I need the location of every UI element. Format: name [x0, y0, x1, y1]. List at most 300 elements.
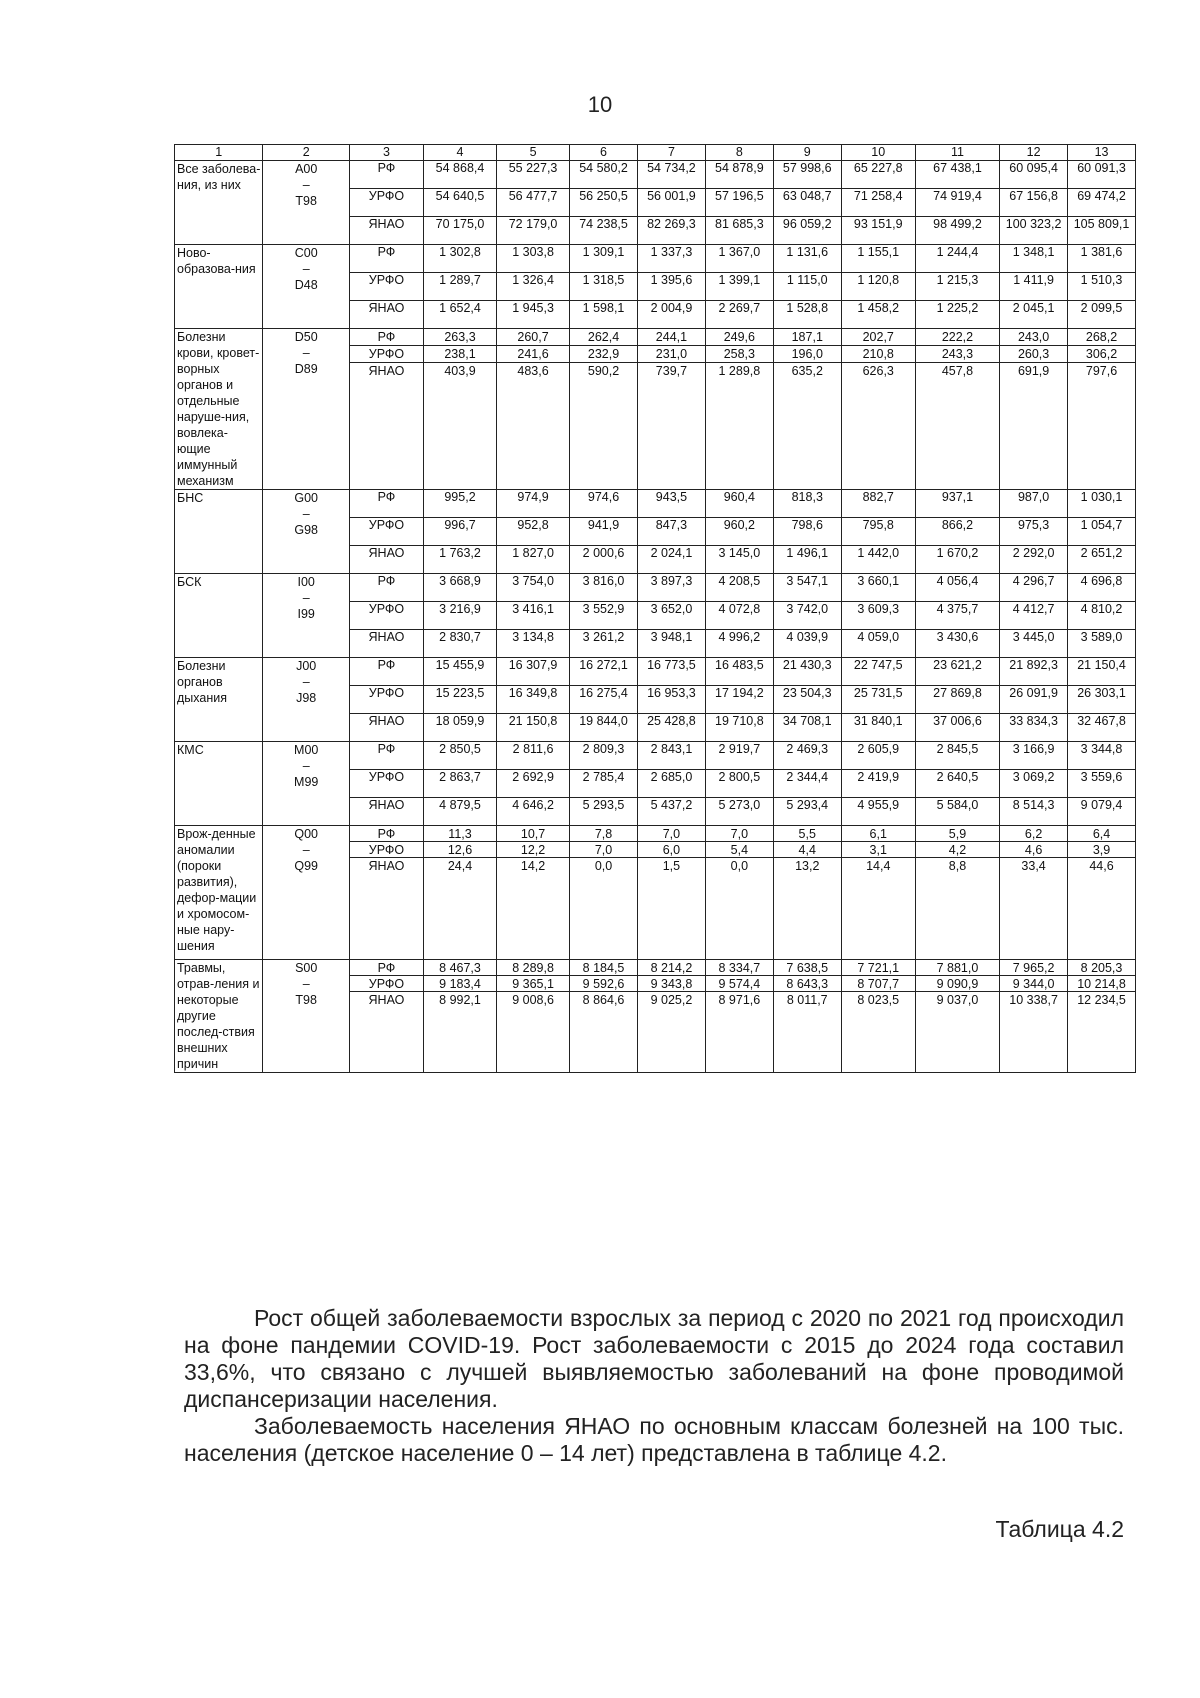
icd-code-end: M99	[294, 775, 319, 789]
value-cell: 8 467,3	[423, 960, 496, 976]
value-cell: 54 580,2	[570, 161, 638, 189]
value-cell: 795,8	[841, 518, 915, 546]
region-cell: УРФО	[349, 686, 423, 714]
value-cell: 818,3	[773, 490, 841, 518]
disease-class-cell: КМС	[175, 742, 263, 826]
value-cell: 974,9	[497, 490, 570, 518]
value-cell: 1 244,4	[915, 245, 999, 273]
region-cell: ЯНАО	[349, 992, 423, 1073]
value-cell: 626,3	[841, 362, 915, 489]
value-cell: 16 483,5	[705, 658, 773, 686]
value-cell: 222,2	[915, 329, 999, 346]
value-cell: 4 039,9	[773, 630, 841, 658]
value-cell: 9 592,6	[570, 976, 638, 992]
region-cell: ЯНАО	[349, 714, 423, 742]
value-cell: 6,0	[637, 842, 705, 858]
value-cell: 3 668,9	[423, 574, 496, 602]
value-cell: 5 293,5	[570, 798, 638, 826]
value-cell: 3 559,6	[1068, 770, 1136, 798]
icd-code-end: Q99	[294, 859, 319, 873]
region-cell: УРФО	[349, 273, 423, 301]
value-cell: 1 289,7	[423, 273, 496, 301]
icd-code-dash: –	[302, 675, 310, 689]
value-cell: 32 467,8	[1068, 714, 1136, 742]
value-cell: 22 747,5	[841, 658, 915, 686]
value-cell: 3 652,0	[637, 602, 705, 630]
value-cell: 483,6	[497, 362, 570, 489]
value-cell: 19 710,8	[705, 714, 773, 742]
table-caption: Таблица 4.2	[995, 1516, 1124, 1542]
value-cell: 34 708,1	[773, 714, 841, 742]
region-cell: УРФО	[349, 770, 423, 798]
value-cell: 1 309,1	[570, 245, 638, 273]
value-cell: 2 850,5	[423, 742, 496, 770]
value-cell: 1 155,1	[841, 245, 915, 273]
value-cell: 82 269,3	[637, 217, 705, 245]
value-cell: 798,6	[773, 518, 841, 546]
value-cell: 4 646,2	[497, 798, 570, 826]
value-cell: 96 059,2	[773, 217, 841, 245]
value-cell: 2 004,9	[637, 301, 705, 329]
value-cell: 9 079,4	[1068, 798, 1136, 826]
value-cell: 54 640,5	[423, 189, 496, 217]
value-cell: 2 419,9	[841, 770, 915, 798]
value-cell: 1 337,3	[637, 245, 705, 273]
icd-code-cell	[263, 742, 349, 826]
value-cell: 1 442,0	[841, 546, 915, 574]
icd-code-start: I00	[297, 575, 315, 589]
value-cell: 74 238,5	[570, 217, 638, 245]
value-cell: 2 843,1	[637, 742, 705, 770]
region-cell: РФ	[349, 161, 423, 189]
icd-code-cell	[263, 329, 349, 490]
paragraph-covid: Рост общей заболеваемости взрослых за период с 2020 по 2021 год происходил на фоне пандемии COVID-19. Рост заболеваемости с 2015 до 2024 года составил 33,6%, что связано с лучшей выявляемостью заболеваний на фоне проводимой диспансеризации населения.	[184, 1305, 1124, 1412]
value-cell: 1 652,4	[423, 301, 496, 329]
value-cell: 4 412,7	[1000, 602, 1068, 630]
value-cell: 1 381,6	[1068, 245, 1136, 273]
value-cell: 21 430,3	[773, 658, 841, 686]
value-cell: 37 006,6	[915, 714, 999, 742]
value-cell: 238,1	[423, 345, 496, 362]
value-cell: 1 318,5	[570, 273, 638, 301]
value-cell: 232,9	[570, 345, 638, 362]
value-cell: 4 996,2	[705, 630, 773, 658]
value-cell: 3 660,1	[841, 574, 915, 602]
value-cell: 987,0	[1000, 490, 1068, 518]
value-cell: 8 214,2	[637, 960, 705, 976]
value-cell: 9 025,2	[637, 992, 705, 1073]
value-cell: 5 293,4	[773, 798, 841, 826]
disease-class-cell: Травмы, отрав-ления и некоторые другие послед-ствия внешних причин	[175, 960, 263, 1073]
value-cell: 3 547,1	[773, 574, 841, 602]
value-cell: 4,2	[915, 842, 999, 858]
column-header: 5	[497, 145, 570, 161]
value-cell: 1 120,8	[841, 273, 915, 301]
region-cell: ЯНАО	[349, 630, 423, 658]
value-cell: 4 059,0	[841, 630, 915, 658]
value-cell: 6,2	[1000, 826, 1068, 842]
value-cell: 56 477,7	[497, 189, 570, 217]
value-cell: 15 223,5	[423, 686, 496, 714]
table-row	[175, 490, 1136, 518]
value-cell: 2 692,9	[497, 770, 570, 798]
region-cell: РФ	[349, 245, 423, 273]
value-cell: 16 953,3	[637, 686, 705, 714]
value-cell: 9 574,4	[705, 976, 773, 992]
value-cell: 9 090,9	[915, 976, 999, 992]
value-cell: 260,3	[1000, 345, 1068, 362]
value-cell: 9 008,6	[497, 992, 570, 1073]
region-cell: УРФО	[349, 189, 423, 217]
value-cell: 1 326,4	[497, 273, 570, 301]
value-cell: 5,4	[705, 842, 773, 858]
region-cell: РФ	[349, 574, 423, 602]
disease-class-cell: Все заболева-ния, из них	[175, 161, 263, 245]
value-cell: 7,0	[637, 826, 705, 842]
value-cell: 12,2	[497, 842, 570, 858]
value-cell: 974,6	[570, 490, 638, 518]
value-cell: 739,7	[637, 362, 705, 489]
value-cell: 16 272,1	[570, 658, 638, 686]
value-cell: 268,2	[1068, 329, 1136, 346]
icd-code-cell	[263, 245, 349, 329]
value-cell: 5 437,2	[637, 798, 705, 826]
region-cell: УРФО	[349, 602, 423, 630]
disease-class-cell: Болезни крови, кровет-ворных органов и отдельные наруше-ния, вовлека-ющие иммунный механизм	[175, 329, 263, 490]
value-cell: 2 344,4	[773, 770, 841, 798]
value-cell: 2 269,7	[705, 301, 773, 329]
disease-class-cell: БСК	[175, 574, 263, 658]
value-cell: 21 892,3	[1000, 658, 1068, 686]
value-cell: 9 343,8	[637, 976, 705, 992]
icd-code-start: M00	[294, 743, 319, 757]
value-cell: 4 375,7	[915, 602, 999, 630]
value-cell: 4,4	[773, 842, 841, 858]
table-header-row	[175, 145, 1136, 161]
region-cell: РФ	[349, 329, 423, 346]
value-cell: 25 731,5	[841, 686, 915, 714]
value-cell: 4 810,2	[1068, 602, 1136, 630]
value-cell: 0,0	[570, 858, 638, 960]
value-cell: 12 234,5	[1068, 992, 1136, 1073]
icd-code-start: S00	[295, 961, 318, 975]
value-cell: 26 091,9	[1000, 686, 1068, 714]
icd-code-end: J98	[296, 691, 317, 705]
value-cell: 10,7	[497, 826, 570, 842]
value-cell: 3 430,6	[915, 630, 999, 658]
icd-code-dash: –	[302, 507, 310, 521]
value-cell: 72 179,0	[497, 217, 570, 245]
value-cell: 25 428,8	[637, 714, 705, 742]
value-cell: 3 344,8	[1068, 742, 1136, 770]
value-cell: 943,5	[637, 490, 705, 518]
value-cell: 590,2	[570, 362, 638, 489]
icd-code-end: D48	[294, 278, 318, 292]
value-cell: 8 707,7	[841, 976, 915, 992]
icd-code-cell	[263, 490, 349, 574]
value-cell: 306,2	[1068, 345, 1136, 362]
value-cell: 941,9	[570, 518, 638, 546]
value-cell: 8 184,5	[570, 960, 638, 976]
icd-code-dash: –	[302, 843, 310, 857]
icd-code-cell	[263, 960, 349, 1073]
value-cell: 3 948,1	[637, 630, 705, 658]
value-cell: 33,4	[1000, 858, 1068, 960]
value-cell: 14,2	[497, 858, 570, 960]
value-cell: 5,5	[773, 826, 841, 842]
value-cell: 1 496,1	[773, 546, 841, 574]
value-cell: 54 878,9	[705, 161, 773, 189]
value-cell: 3 134,8	[497, 630, 570, 658]
value-cell: 7 965,2	[1000, 960, 1068, 976]
value-cell: 10 214,8	[1068, 976, 1136, 992]
value-cell: 4,6	[1000, 842, 1068, 858]
value-cell: 105 809,1	[1068, 217, 1136, 245]
region-cell: УРФО	[349, 842, 423, 858]
value-cell: 4 955,9	[841, 798, 915, 826]
value-cell: 1 225,2	[915, 301, 999, 329]
value-cell: 8 971,6	[705, 992, 773, 1073]
value-cell: 2 863,7	[423, 770, 496, 798]
value-cell: 6,4	[1068, 826, 1136, 842]
column-header: 7	[637, 145, 705, 161]
value-cell: 7,0	[570, 842, 638, 858]
icd-code-dash: –	[302, 178, 310, 192]
value-cell: 196,0	[773, 345, 841, 362]
value-cell: 202,7	[841, 329, 915, 346]
value-cell: 960,2	[705, 518, 773, 546]
value-cell: 2 811,6	[497, 742, 570, 770]
region-cell: РФ	[349, 658, 423, 686]
value-cell: 1 827,0	[497, 546, 570, 574]
value-cell: 996,7	[423, 518, 496, 546]
icd-code-start: Q00	[294, 827, 319, 841]
value-cell: 2 045,1	[1000, 301, 1068, 329]
table-row	[175, 658, 1136, 686]
icd-code-start: D50	[294, 330, 318, 344]
value-cell: 241,6	[497, 345, 570, 362]
value-cell: 4 696,8	[1068, 574, 1136, 602]
column-header: 13	[1068, 145, 1136, 161]
value-cell: 1 131,6	[773, 245, 841, 273]
region-cell: УРФО	[349, 518, 423, 546]
value-cell: 2 292,0	[1000, 546, 1068, 574]
value-cell: 2 785,4	[570, 770, 638, 798]
value-cell: 8 023,5	[841, 992, 915, 1073]
icd-code-cell	[263, 161, 349, 245]
value-cell: 8,8	[915, 858, 999, 960]
value-cell: 3 552,9	[570, 602, 638, 630]
value-cell: 635,2	[773, 362, 841, 489]
value-cell: 4 879,5	[423, 798, 496, 826]
value-cell: 3 897,3	[637, 574, 705, 602]
disease-class-cell: БНС	[175, 490, 263, 574]
column-header: 11	[915, 145, 999, 161]
value-cell: 8 514,3	[1000, 798, 1068, 826]
region-cell: ЯНАО	[349, 362, 423, 489]
value-cell: 16 349,8	[497, 686, 570, 714]
icd-code-end: I99	[297, 607, 315, 621]
disease-class-cell: Врож-денные аномалии (пороки развития), дефор-мации и хромосом-ные нару-шения	[175, 826, 263, 960]
value-cell: 260,7	[497, 329, 570, 346]
value-cell: 2 685,0	[637, 770, 705, 798]
table-body	[175, 161, 1136, 1073]
value-cell: 74 919,4	[915, 189, 999, 217]
value-cell: 7 881,0	[915, 960, 999, 976]
value-cell: 1 395,6	[637, 273, 705, 301]
icd-code-dash: –	[302, 759, 310, 773]
value-cell: 23 504,3	[773, 686, 841, 714]
column-header: 2	[263, 145, 349, 161]
region-cell: ЯНАО	[349, 301, 423, 329]
table-row	[175, 161, 1136, 189]
value-cell: 1 670,2	[915, 546, 999, 574]
value-cell: 243,3	[915, 345, 999, 362]
value-cell: 4 296,7	[1000, 574, 1068, 602]
value-cell: 1,5	[637, 858, 705, 960]
value-cell: 952,8	[497, 518, 570, 546]
table-row	[175, 742, 1136, 770]
icd-code-end: T98	[295, 993, 317, 1007]
value-cell: 81 685,3	[705, 217, 773, 245]
value-cell: 16 773,5	[637, 658, 705, 686]
region-cell: РФ	[349, 742, 423, 770]
value-cell: 67 438,1	[915, 161, 999, 189]
column-header: 10	[841, 145, 915, 161]
value-cell: 3 416,1	[497, 602, 570, 630]
value-cell: 23 621,2	[915, 658, 999, 686]
value-cell: 244,1	[637, 329, 705, 346]
value-cell: 9 183,4	[423, 976, 496, 992]
column-header: 9	[773, 145, 841, 161]
value-cell: 70 175,0	[423, 217, 496, 245]
value-cell: 71 258,4	[841, 189, 915, 217]
morbidity-table	[174, 144, 1136, 1073]
value-cell: 3 069,2	[1000, 770, 1068, 798]
value-cell: 691,9	[1000, 362, 1068, 489]
value-cell: 3 609,3	[841, 602, 915, 630]
column-header: 6	[570, 145, 638, 161]
icd-code-cell	[263, 826, 349, 960]
value-cell: 457,8	[915, 362, 999, 489]
value-cell: 2 651,2	[1068, 546, 1136, 574]
disease-class-cell: Болезни органов дыхания	[175, 658, 263, 742]
value-cell: 13,2	[773, 858, 841, 960]
region-cell: РФ	[349, 826, 423, 842]
value-cell: 3 216,9	[423, 602, 496, 630]
column-header: 3	[349, 145, 423, 161]
value-cell: 7,8	[570, 826, 638, 842]
value-cell: 98 499,2	[915, 217, 999, 245]
value-cell: 100 323,2	[1000, 217, 1068, 245]
value-cell: 4 056,4	[915, 574, 999, 602]
value-cell: 56 250,5	[570, 189, 638, 217]
value-cell: 937,1	[915, 490, 999, 518]
icd-code-start: A00	[295, 162, 318, 176]
value-cell: 2 024,1	[637, 546, 705, 574]
value-cell: 2 640,5	[915, 770, 999, 798]
value-cell: 1 289,8	[705, 362, 773, 489]
icd-code-end: T98	[295, 194, 317, 208]
region-cell: УРФО	[349, 345, 423, 362]
value-cell: 1 367,0	[705, 245, 773, 273]
region-cell: РФ	[349, 490, 423, 518]
value-cell: 1 215,3	[915, 273, 999, 301]
disease-class-cell: Ново-образова-ния	[175, 245, 263, 329]
region-cell: ЯНАО	[349, 546, 423, 574]
value-cell: 9 037,0	[915, 992, 999, 1073]
value-cell: 5 584,0	[915, 798, 999, 826]
value-cell: 3 145,0	[705, 546, 773, 574]
value-cell: 1 348,1	[1000, 245, 1068, 273]
value-cell: 8 289,8	[497, 960, 570, 976]
value-cell: 3 754,0	[497, 574, 570, 602]
value-cell: 8 864,6	[570, 992, 638, 1073]
value-cell: 231,0	[637, 345, 705, 362]
value-cell: 249,6	[705, 329, 773, 346]
value-cell: 262,4	[570, 329, 638, 346]
value-cell: 8 992,1	[423, 992, 496, 1073]
value-cell: 243,0	[1000, 329, 1068, 346]
value-cell: 9 365,1	[497, 976, 570, 992]
column-header: 4	[423, 145, 496, 161]
value-cell: 15 455,9	[423, 658, 496, 686]
icd-code-dash: –	[302, 977, 310, 991]
value-cell: 866,2	[915, 518, 999, 546]
value-cell: 7 638,5	[773, 960, 841, 976]
value-cell: 3 445,0	[1000, 630, 1068, 658]
value-cell: 18 059,9	[423, 714, 496, 742]
value-cell: 975,3	[1000, 518, 1068, 546]
value-cell: 263,3	[423, 329, 496, 346]
value-cell: 6,1	[841, 826, 915, 842]
value-cell: 210,8	[841, 345, 915, 362]
value-cell: 2 809,3	[570, 742, 638, 770]
table-row	[175, 826, 1136, 842]
value-cell: 5 273,0	[705, 798, 773, 826]
table-row	[175, 960, 1136, 976]
icd-code-start: J00	[296, 659, 317, 673]
value-cell: 1 411,9	[1000, 273, 1068, 301]
value-cell: 26 303,1	[1068, 686, 1136, 714]
value-cell: 1 115,0	[773, 273, 841, 301]
icd-code-end: D89	[294, 362, 318, 376]
value-cell: 2 800,5	[705, 770, 773, 798]
value-cell: 11,3	[423, 826, 496, 842]
region-cell: РФ	[349, 960, 423, 976]
column-header: 12	[1000, 145, 1068, 161]
value-cell: 1 598,1	[570, 301, 638, 329]
icd-code-start: G00	[294, 491, 319, 505]
value-cell: 797,6	[1068, 362, 1136, 489]
icd-code-dash: –	[302, 346, 310, 360]
value-cell: 1 399,1	[705, 273, 773, 301]
value-cell: 3 166,9	[1000, 742, 1068, 770]
value-cell: 93 151,9	[841, 217, 915, 245]
icd-code-cell	[263, 574, 349, 658]
value-cell: 8 011,7	[773, 992, 841, 1073]
value-cell: 1 302,8	[423, 245, 496, 273]
value-cell: 57 196,5	[705, 189, 773, 217]
value-cell: 3 742,0	[773, 602, 841, 630]
value-cell: 31 840,1	[841, 714, 915, 742]
value-cell: 1 945,3	[497, 301, 570, 329]
value-cell: 2 469,3	[773, 742, 841, 770]
value-cell: 995,2	[423, 490, 496, 518]
value-cell: 69 474,2	[1068, 189, 1136, 217]
value-cell: 27 869,8	[915, 686, 999, 714]
value-cell: 7 721,1	[841, 960, 915, 976]
